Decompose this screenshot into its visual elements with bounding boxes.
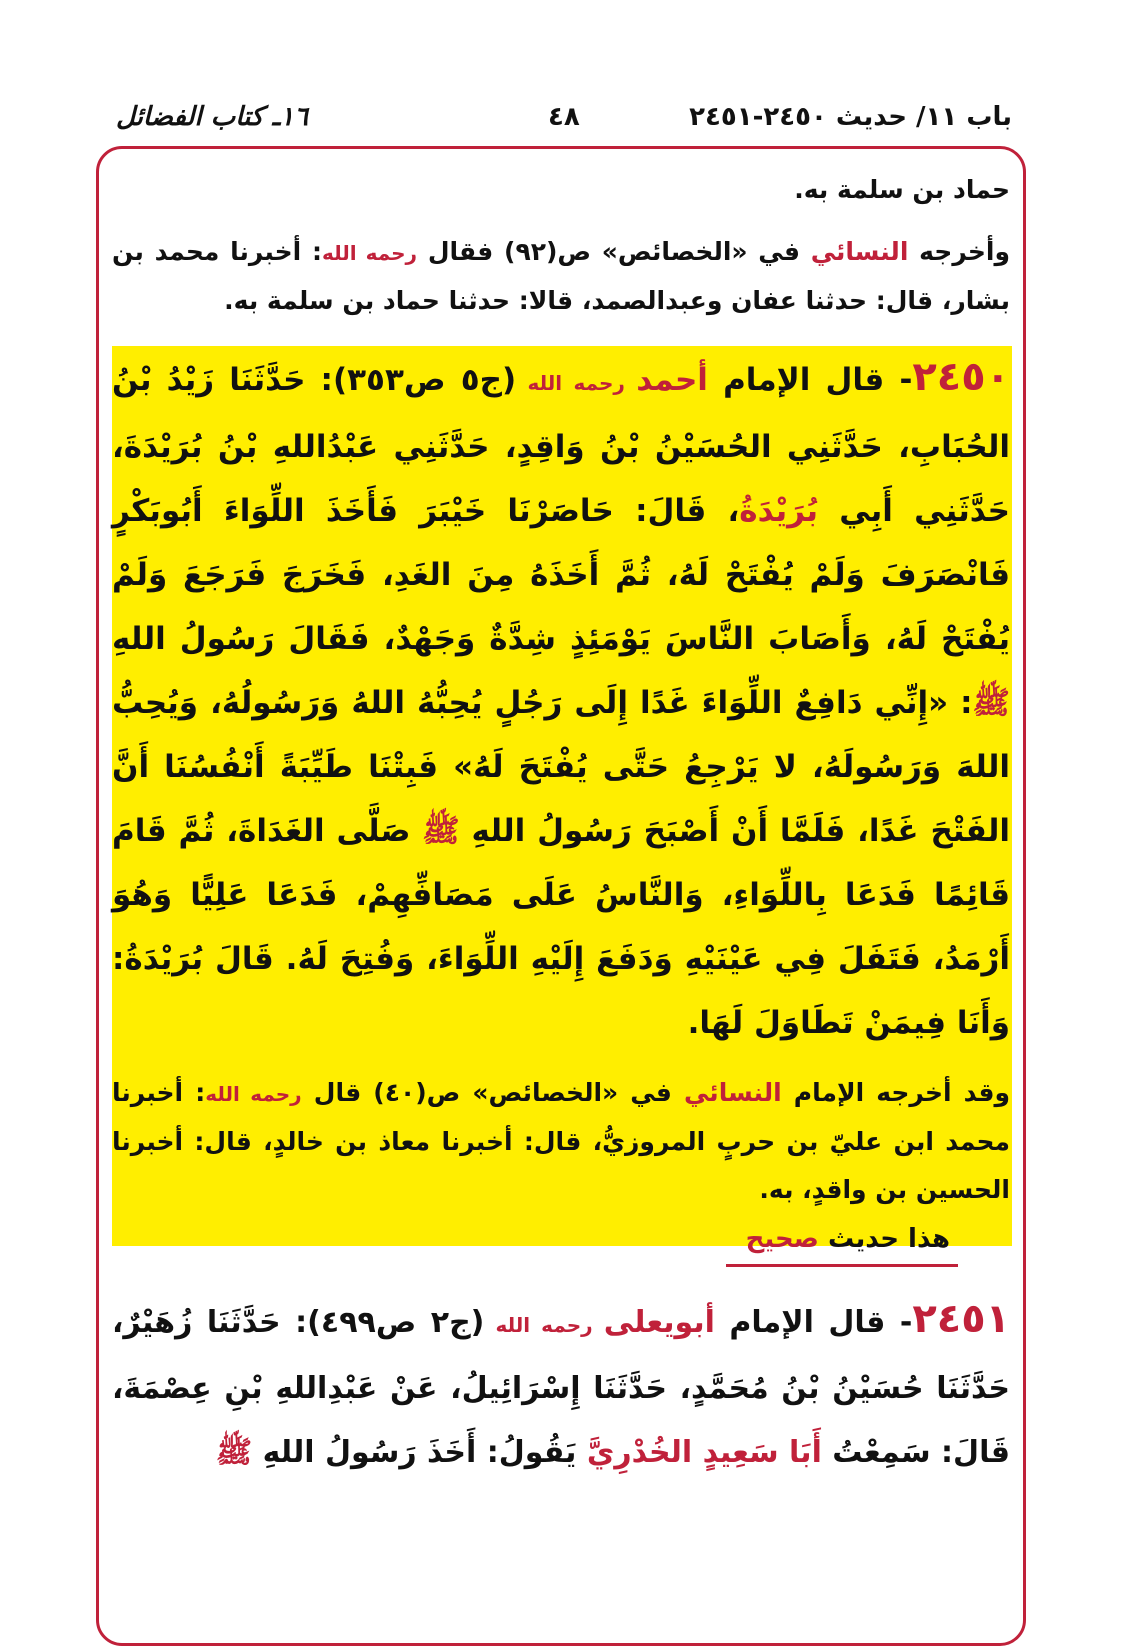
nasai-name: النسائي bbox=[810, 237, 909, 266]
hadith-number: ٢٤٥١ bbox=[912, 1296, 1011, 1342]
grade-sahih: صحيح bbox=[745, 1224, 819, 1254]
book-title: ١٦ـ كتاب الفضائل bbox=[116, 102, 308, 132]
chapter-reference: باب ١١/ حديث ٢٤٥٠-٢٤٥١ bbox=[689, 102, 1012, 132]
narrator-abu-said: أَبَا سَعِيدٍ الخُدْرِيَّ bbox=[586, 1435, 822, 1470]
hadith-grade: هذا حديث صحيح bbox=[112, 1214, 1010, 1267]
page-number: ٤٨ bbox=[548, 102, 580, 132]
page-content bbox=[112, 166, 1010, 1485]
page-header bbox=[108, 96, 1012, 140]
narrator-buraydah: بُرَيْدَةُ bbox=[739, 493, 819, 529]
intro-line: حماد بن سلمة به. bbox=[794, 175, 1010, 204]
intro-takhrij: وأخرجه النسائي في «الخصائص» ص(٩٢) فقال رحمه الله: أخبرنا محمد بن بشار، قال: حدثنا عفان وعبدالصمد، قالا: حدثنا حماد بن سلمة به. bbox=[112, 237, 1010, 315]
salawat-icon: ﷺ bbox=[972, 685, 1010, 721]
narrator-ahmad: أحمد bbox=[636, 362, 708, 398]
narrator-abu-yala: أبويعلى bbox=[603, 1305, 715, 1340]
hadith-number: ٢٤٥٠ bbox=[912, 354, 1011, 400]
honorific: رحمه الله bbox=[516, 371, 637, 395]
takhrij-2450: وقد أخرجه الإمام النسائي في «الخصائص» ص(٤٠) قال رحمه الله: أخبرنا محمد ابن عليّ بن حربٍ المروزيُّ، قال: أخبرنا معاذ بن خالدٍ، قال: أخبرنا الحسين بن واقدٍ، به. bbox=[112, 1078, 1010, 1204]
hadith-2450: ٢٤٥٠- قال الإمام أحمد رحمه الله (ج٥ ص٣٥٣): حَدَّثَنَا زَيْدُ بْنُ الحُبَابِ، حَدَّثَنِي الحُسَيْنُ بْنُ وَاقِدٍ، حَدَّثَنِي عَبْدُاللهِ بْنُ بُرَيْدَةَ، حَدَّثَنِي أَبِي بُرَيْدَةُ، قَالَ: حَاصَرْنَا خَيْبَرَ فَأَخَذَ اللِّوَاءَ أَبُوبَكْرٍ فَانْصَرَفَ وَلَمْ يُفْتَحْ لَهُ، ثُمَّ أَخَذَهُ مِنَ الغَدِ، فَخَرَجَ فَرَجَعَ وَلَمْ يُفْتَحْ لَهُ، وَأَصَابَ النَّاسَ يَوْمَئِذٍ شِدَّةٌ وَجَهْدٌ، فَقَالَ رَسُولُ اللهِ ﷺ: «إِنِّي دَافِعٌ اللِّوَاءَ غَدًا إِلَى رَجُلٍ يُحِبُّهُ اللهُ وَرَسُولُهُ، وَيُحِبُّ اللهَ وَرَسُولَهُ، لا يَرْجِعُ حَتَّى يُفْتَحَ لَهُ» فَبِتْنَا طَيِّبَةً أَنْفُسُنَا أَنَّ الفَتْحَ غَدًا، فَلَمَّا أَنْ أَصْبَحَ رَسُولُ اللهِ ﷺ صَلَّى الغَدَاةَ، ثُمَّ قَامَ قَائِمًا فَدَعَا بِاللِّوَاءِ، وَالنَّاسُ عَلَى مَصَافِّهِمْ، فَدَعَا عَلِيًّا وَهُوَ أَرْمَدُ، فَتَفَلَ فِي عَيْنَيْهِ وَدَفَعَ إِلَيْهِ اللِّوَاءَ، وَفُتِحَ لَهُ. قَالَ بُرَيْدَةُ: وَأَنَا فِيمَنْ تَطَاوَلَ لَهَا. bbox=[112, 354, 1011, 1041]
honorific: رحمه الله bbox=[321, 241, 418, 265]
honorific: رحمه الله bbox=[205, 1082, 302, 1106]
salawat-icon: ﷺ bbox=[422, 813, 460, 849]
honorific: رحمه الله bbox=[484, 1313, 604, 1337]
hadith-2451: ٢٤٥١- قال الإمام أبويعلى رحمه الله (ج٢ ص٤٩٩): حَدَّثَنَا زُهَيْرٌ، حَدَّثَنَا حُسَيْنُ بْنُ مُحَمَّدٍ، حَدَّثَنَا إِسْرَائِيلُ، عَنْ عَبْدِاللهِ بْنِ عِصْمَةَ، قَالَ: سَمِعْتُ أَبَا سَعِيدٍ الخُدْرِيَّ يَقُولُ: أَخَذَ رَسُولُ اللهِ ﷺ bbox=[112, 1296, 1011, 1470]
salawat-icon: ﷺ bbox=[215, 1435, 253, 1470]
nasai-name: النسائي bbox=[684, 1078, 782, 1107]
